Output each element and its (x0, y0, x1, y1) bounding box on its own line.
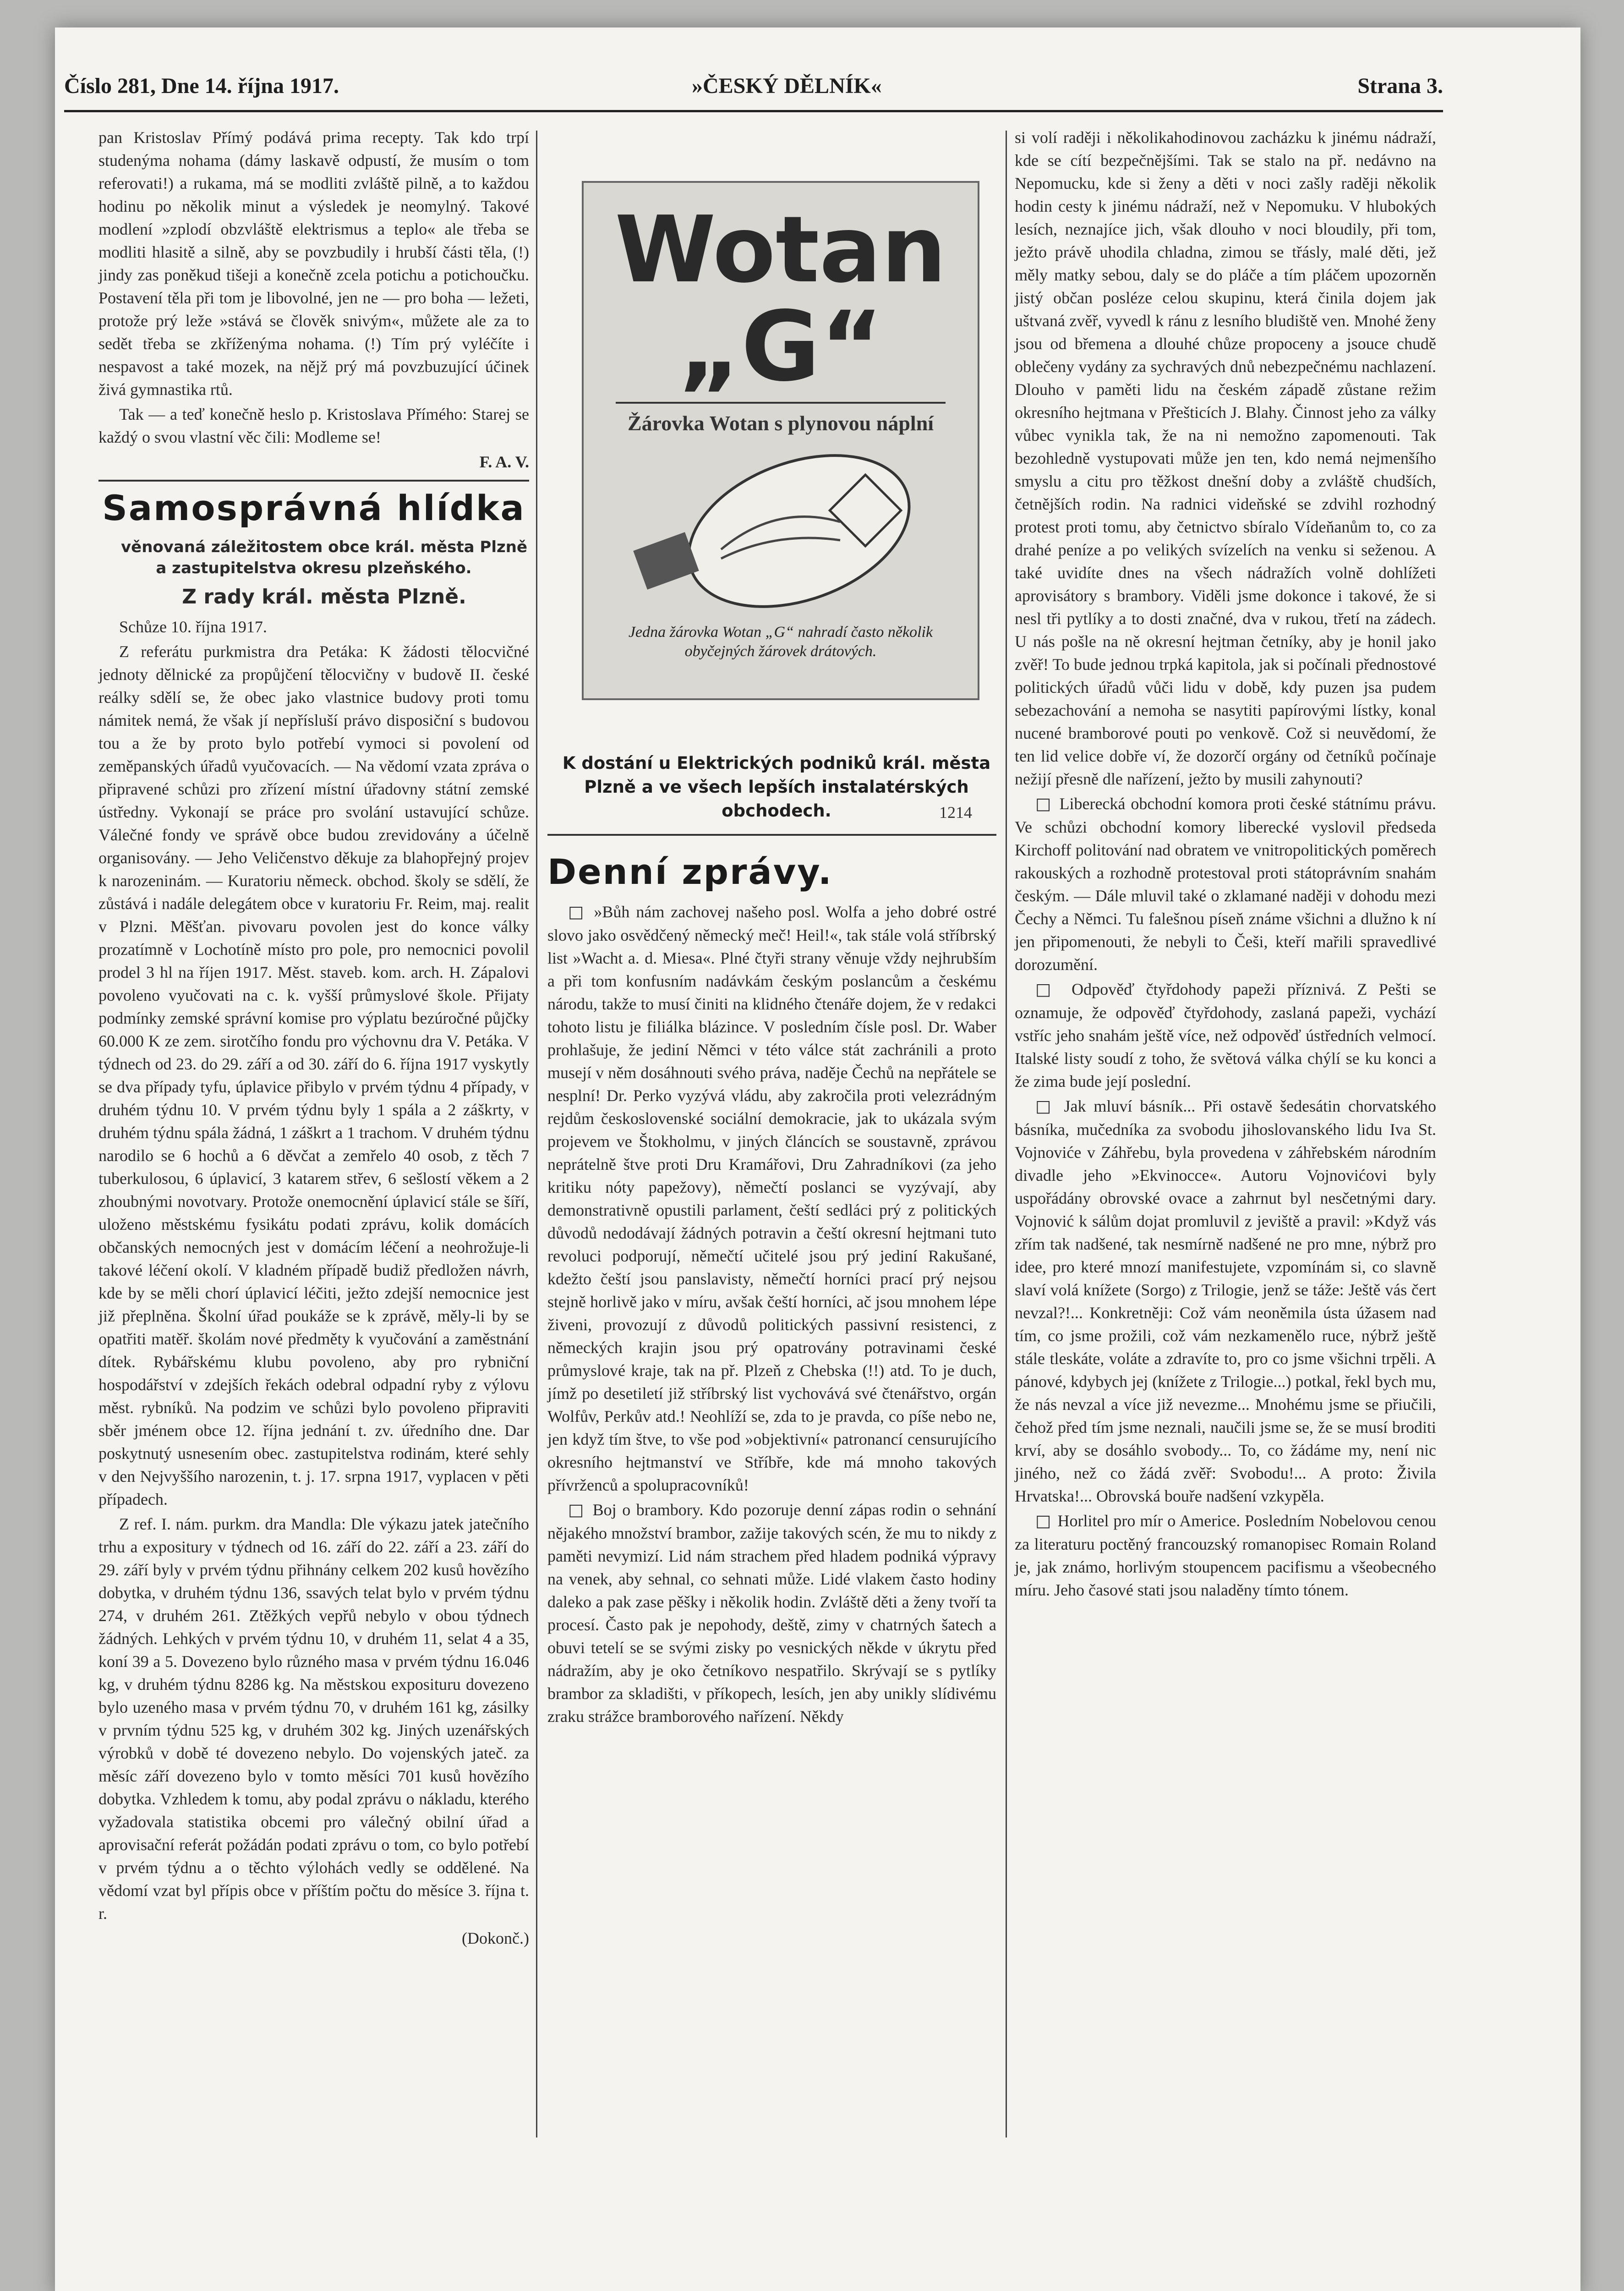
bullet-icon: □ (1035, 795, 1060, 813)
ad-model: „G“ (678, 290, 884, 403)
left-column (98, 126, 529, 1950)
news-item: Boj o brambory. Kdo pozoruje denní zápas rodin o sehnání nějakého množství brambor, zažije takových scén, že mu to nikdy z paměti nevymizí. Lid nám strachem před hladem podniká výpravy na venek, aby sehnal, co sehnati může. Lidé vlakem často hodiny daleko a pak zase pěšky i několik hodin. Zvláště děti a ženy tvoří ta procesí. Často pak je nepohody, deště, zimy v chatrných šatech a obuvi tetelí se se svými zisky po vesnických někde v úkrytu před nádražím, aby je oko četníkovo nespatřilo. Skrývají se s pytlíky brambor za skladišti, v příkopech, lesích, jen aby unikly slídivému zraku strážce bramborového nařízení. Někdy (547, 1501, 996, 1726)
article-text: si volí raději i několikahodinovou zacházku k jinému nádraží, kde se cítí bezpečnějšími. Tak se stalo na př. nedávno na Nepomucku, kde si ženy a děti v noci zašly raději několik hodin cesty k jinému nádraží, než v Nepomuku. V hlubokých lesích, neznajíce jich, však dlouho v noci bloudily, při tom, ježto právě uhodila chladna, zimou se třásly, malé děti, jež měly matky sebou, daly se do pláče a tím pláčem upozorněn jistý občan posléze celou skupinu, která činila dojem jak uštvaná zvěř, vyvedl k ránu z lesního bludiště ven. Mnohé ženy jsou od břemena a dlouhé chůze propoceny a jsouce chudě oblečeny vydány za sychravých dnů nebezpečnému nachlazení. Dlouho v paměti lidu na českém západě zůstane režim okresního hejtmana v Přešticích J. Blahy. Činnost jeho za války vůbec vynikla tak, že na ni nemožno zapomenouti. Tak bezohledně vystupovati může jen ten, kdo nemá nejmenšího smyslu a citu pro těžkost dnešní doby a zvláště chudších, četnějších rodin. Na radnici videňské se zdvihl rozhodný protest proti tomu, aby četnictvo sbíralo Vídeňanům to, co za drahé peníze a po velikých svízelích na venku si seženou. A také uvidíte dnes na všech nádražích volně dohlížeti aprovisátory s brambory. Viděli jsme dokonce i takové, že si nesl tři pytlíky a to dosti značné, dva v rukou, třetí na zádech. U nás pošle na ně okresní hejtman četníky, aby je honil jako zvěř! To bude jednou trpká kapitola, jak si počínali přednostové politických úřadů vůči lidu v době, kdy puzen jsa pudem sebezachování a nemoha se nasytiti papírovými lístky, konal nucené bramborové pouti po venkově. Což si neuvědomí, že ten lid velice dobře ví, že dozorčí orgány od četníků počínaje nežijí přesně dle nařízení, ježto by musili zahynouti? (1015, 128, 1436, 788)
bullet-icon: □ (1035, 1097, 1064, 1116)
article-text: pan Kristoslav Přímý podává prima recepty. Tak kdo trpí studenýma nohama (dámy laskavě odpustí, že musím o tom referovati!) a rukama, má se modliti zvláště pilně, a to každou hodinu po několik minut a výsledek je neomylný. Takové modlení »zplodí obzvláště elektrismus a teplo« ale třeba se modliti hlasitě a silně, aby se povzbudily i hrubší části těla, (!) jindy zas poněkud tišeji a konečně zcela potichu a potichoučku. Postavení těla při tom je libovolné, jen ne — pro boha — ležeti, protože prý leže »stává se člověk snivým«, můžete ale za to sedět třeba se zkříženýma nohama. (!) Tím prý vyléčíte i nespavost a také mozek, na nějž prý má povzbuzující účinek živá gymnastika rtů. (98, 128, 529, 399)
article-text: Tak — a teď konečně heslo p. Kristoslava Přímého: Starej se každý o svou vlastní věc čili: Modleme se! (98, 405, 529, 446)
news-item: Odpověď čtyřdohody papeži příznivá. Z Pešti se oznamuje, že odpověď čtyřdohody, zaslaná papeži, vychází vstříc jeho snahám ještě více, než odpověď ústředních velmocí. Italské listy soudí z toho, že světová válka chýlí se ku konci a že zima bude její poslední. (1015, 980, 1436, 1091)
ad-small-text: Jedna žárovka Wotan „G“ nahradí často několik obyčejných žárovek drátových. (628, 624, 933, 660)
article-text: Z referátu purkmistra dra Petáka: K žádosti tělocvičné jednoty dělnické za propůjčení tělocvičny v budově II. české reálky sdělí se, že obec jako vlastnice budovy proti tomu námitek nemá, že však jí nepřísluší právo disposiční s budovou tou a že by proto bylo potřebí vymoci si povolení od zeměpanských úřadů vyučovacích. — Na vědomí vzata zpráva o připravené schůzi pro zřízení místní úřadovny státní zemské ústředny. Vykonají se práce pro svolání ustavující schůze. Válečné fondy ve správě obce budou zrevidovány a účelně organisovány. — Jeho Veličenstvo děkuje za blahopřejný projev k narozeninám. — Kuratoriu německ. obchod. školy se sdělí, že zůstává i nadále delegátem obce v kuratoriu Fr. Reim, maj. realit v Plzni. Měšťan. pivovaru povolen jest do konce války prozatímně v Lochotíně místo pro pole, pro nemocnici povolil prodel 3 hl na říjen 1917. Měst. staveb. kom. arch. H. Zápalovi povoleno vyučovati na c. k. vyšší průmyslové škole. Přijaty podmínky zemské správní komise pro výplatu bezúročné půjčky 60.000 K ze zem. sirotčího fondu pro výchovnu dra V. Petáka. V týdnech od 23. do 29. září a od 30. září do 6. října 1917 vyskytly se dva případy tyfu, úplavice přibylo v prvém týdnu 4 případy, v druhém týdnu 10. V prvém týdnu byly 1 spála a 2 záškrty, v druhém týdnu spála žádná, 1 záškrt a 1 trachom. V druhém týdnu narodilo se 6 hochů a 6 děvčat a zemřelo 40 osob, z těch 7 tuberkulosou, 6 úplavicí, 3 katarem střev, 6 sešlostí věkem a 2 zhoubnými novotvary. Protože onemocnění úplavicí stále se šíří, uloženo městskému fysikátu podati zprávu, kolik domácích občanských nemocných jest v domácím léčení a neohrožuje-li takové léčení okolí. V kladném případě budiž předložen návrh, kde by se měli chorí úplavicí léčiti, ježto zdejší nemocnice jest již přeplněna. Školní úřad poukáže se k zprávě, měly-li by se opatřiti matěř. školám nové předměty k vyučování a zaměstnání dítek. Rybářskému klubu povoleno, aby pro rybniční hospodářství v zdejších řekách odebral odpadní ryby z výlovu měst. rybníků. Na podzim ve schůzi bylo povoleno připraviti sběr jménem obce 12. října jednání t. zv. úředního dne. Dar poskytnutý usnesením obec. zastupitelstva rodinám, které sehly v den Nejvyššího narozenin, t. j. 17. srpna 1917, vyplacen v pěti případech. (98, 642, 529, 1508)
section-divider (547, 834, 996, 836)
bullet-icon: □ (1035, 980, 1072, 999)
section-title: Samosprávná hlídka (102, 488, 525, 528)
advertisement-artwork (584, 183, 978, 698)
subsection-title: Z rady král. města Plzně. (182, 585, 466, 608)
bullet-icon: □ (568, 1501, 593, 1519)
continuation-mark: (Dokonč.) (462, 1929, 529, 1947)
news-item: Horlitel pro mír o Americe. Posledním Nobelovou cenou za literaturu poctěný francouzský romanopisec Romain Roland je, jak známo, horlivým stoupencem pacifismu a všeobecného míru. Jeho časové stati jsou naladěny tímto tónem. (1015, 1512, 1437, 1599)
light-bulb-icon (633, 428, 930, 635)
section-divider (98, 480, 529, 482)
section-title: Denní zprávy. (547, 851, 833, 892)
article-signature: F. A. V. (479, 453, 529, 471)
news-item: »Bůh nám zachovej našeho posl. Wolfa a jeho dobré ostré slovo jako osvědčený německý meč! Heil!«, tak stále volá stříbrský list »Wacht a. d. Miesa«. Plné čtyři strany věnuje vždy nejhrubším a při tom konfusním nadávkám českým poslancům a českému národu, takže to musí činiti na klidného čtenáře dojem, že v redakci tohoto listu je filiálka blázince. V posledním čísle posl. Dr. Waber prohlašuje, že jediní Němci v této válce stát zachránili a proto musejí v něm dosáhnouti svého práva, naděje Čechů na nepřátele se nesplní! Dr. Perko vyzývá vládu, aby zakročila proti velezrádným rejdům československé sociální demokracie, jak to ukázala svým projevem ve Štokholmu, v jiných článcích se soustavně, zprávou neprátelně štve proti Dru Kramářovi, Dru Zahradníkovi (za jeho kritiku nóty papežovy), němečtí poslanci se vyzývají, aby demonstrativně opustili parlament, čeští sedláci prý z politických důvodů nedodávají žádných potravin a čeští okresní hejtmani tuto revoluci podporují, němečtí učitelé jsou prý jediní Rakušané, kdežto čeští jsou panslavisty, němečtí horníci prací prý nejsou stejně horlivě jako v míru, avšak čeští horníci, ač jsou mnohem lépe živeni, provozují z důvodů politických passivní resistenci, z německých krajin jsou prý opatrovány potravinami české průmyslové kraje, tak na př. Plzeň z Chebska (!!) atd. To je duch, jímž po desetiletí již stříbrský list vychovává své čtenářstvo, orgán Wolfův, Perkův atd.! Neohlíží se, zda to je pravda, co píše nebo ne, jen když tím štve, to vše pod »objektivní« patronancí censurujícího okresního hejtmanství ve Stříbře, kde má mnoho takových přívrženců a spolupracovníků! (547, 903, 997, 1494)
news-item: Jak mluví básník... Při ostavě šedesátin chorvatského básníka, mučedníka za svobodu jihoslovanského lidu Iva St. Vojnoviće v Záhřebu, byla provedena v záhřebském národním divadle jeho »Ekvinocce«. Autoru Vojnovićovi byly uspořádány obrovské ovace a zahrnut byl nesčetnými dary. Vojnović k sálům dojat promluvil z jeviště a pravil: »Když vás zřím tak nadšené, tak nesmírně nadšené ne pro mne, nýbrž pro idee, pro které mnozí manifestujete, vzpomínám si, co slavně slaví volá knížete (Sorgo) z Trilogie, jenž se táže: Ještě vás čert nevzal?!... Konkretněji: Což vám neoněmila ústa úžasem nad tím, co jsme prožili, což vám nezkamenělo ruce, nýbrž ještě stále tleskáte, voláte a zdravíte to, pro co jsme všichni trpěli. A pánové, kdybych jej (knížete z Trilogie...) potkal, řekl bych mu, že nás nevzal a více již nevezme... Mnohému jsme se přiučili, čehož před tím jsme neznali, naučili jsme se, že se musí broditi krví, aby se dosáhlo svobody... To, co žádáme my, není nic jiného, než co žádá zvěř: Svobodu!... A proto: Živila Hrvatska!... Obrovská bouře nadšení vzkypěla. (1015, 1097, 1437, 1505)
issue-number-date: Číslo 281, Dne 14. října 1917. (64, 74, 339, 98)
right-column (1015, 126, 1436, 1603)
masthead-title: »ČESKÝ DĚLNÍK« (692, 74, 882, 98)
page-header (64, 69, 1443, 112)
section-subtitle: věnovaná záležitostem obce král. města Plzně a zastupitelstva okresu plzeňského. (120, 538, 528, 577)
column-rule-left (536, 131, 537, 2138)
meeting-date: Schůze 10. října 1917. (119, 618, 267, 636)
bullet-icon: □ (568, 903, 594, 921)
page-number: Strana 3. (1357, 74, 1443, 98)
article-text: Z ref. I. nám. purkm. dra Mandla: Dle výkazu jatek jatečního trhu a expositury v týdnech od 16. září do 22. září a 23. září do 29. září byly v prvém týdnu přihnány celkem 202 kusů hovězího dobytka, v druhém týdnu 136, ssavých telat bylo v prvém týdnu 274, v druhém 261. Ztěžkých vepřů nebylo v obou týdnech žádných. Lehkých v prvém týdnu 10, v druhém 11, selat 4 a 35, koní 39 a 5. Dovezeno bylo různého masa v prvém týdnu 16.046 kg, v druhém týdnu 8286 kg. Na městskou exposituru dovezeno bylo uzeného masa v prvém týdnu 70, v druhém 161 kg, zásilky v prvním týdnu 525 kg, v druhém 302 kg. Jiných uzenářských výrobků v době té dovezeno nebylo. Do vojenských jateč. za měsíc září dovezeno bylo v tomto měsíci 701 kusů hovězího dobytka. Vzhledem k tomu, aby podal zprávu o nákladu, kterého vyžadovala statistika obcemi pro válečný obilní úřad a aprovisační referát požádán podati zprávu o tom, co bylo potřebí v prvém týdnu a o těchto výlohách vedly se oddělené. Na vědomí vzat byl přípis obce v příštím počtu do měsíce 3. října t. r. (98, 1515, 529, 1923)
advertisement-number: 1214 (939, 803, 972, 822)
middle-column (547, 845, 996, 1730)
advertisement-caption: K dostání u Elektrických podniků král. města Plzně a ve všech lepších instalatérských obchodech. (562, 753, 991, 821)
ad-tagline: Žárovka Wotan s plynovou náplní (627, 411, 934, 435)
bullet-icon: □ (1035, 1512, 1058, 1530)
ad-brand: Wotan (615, 197, 946, 303)
advertisement (582, 181, 979, 700)
news-item: Liberecká obchodní komora proti české státnímu právu. Ve schůzi obchodní komory liberecké vyslovil předseda Kirchoff politování nad obratem ve vnitropolitických poměrech rakouských a rozhodně protestoval proti státoprávním snahám českým. — Dále mluvil také o zklamané naději v dohodu mezi Čechy a Němci. Tu falešnou píseň známe všichni a dlužno k ní jen připomenouti, že nebyli to Češi, kteří mařili spravedlivé dorozumění. (1015, 795, 1437, 974)
column-rule-right (1006, 131, 1007, 2138)
